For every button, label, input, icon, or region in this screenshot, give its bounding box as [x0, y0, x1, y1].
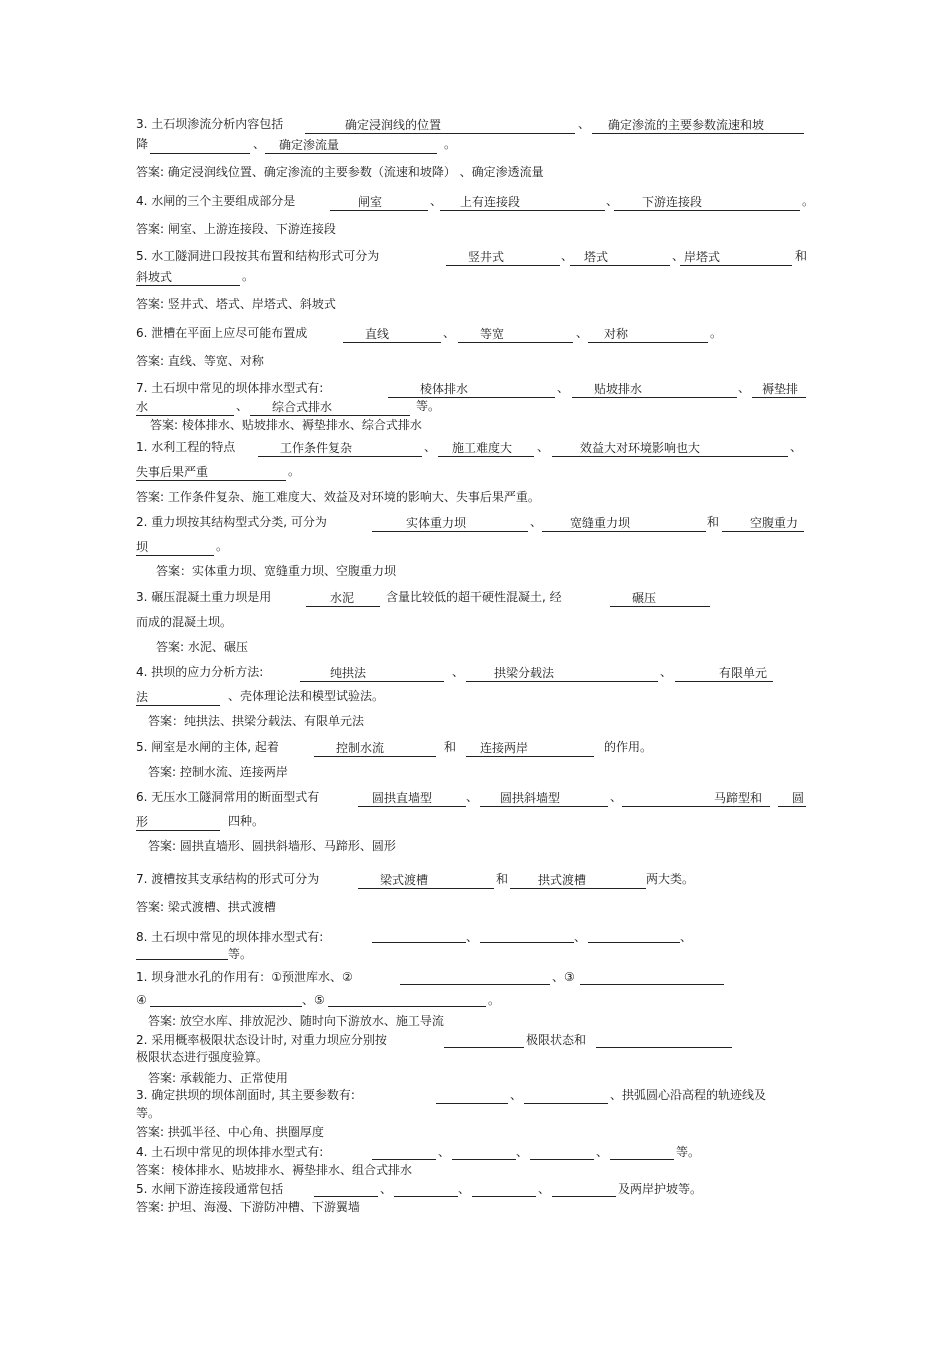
answer-blank: [596, 1032, 732, 1048]
answer-blank: [358, 873, 494, 889]
answer-blank: [306, 591, 380, 607]
answer-blank: [150, 138, 250, 154]
question-text: 5. 闸室是水闸的主体, 起着: [136, 740, 279, 754]
answer-blank: [588, 927, 680, 943]
question-text: 等。: [228, 947, 253, 961]
answer-blank: [250, 400, 410, 416]
blank-answer: 空腹重力: [750, 516, 799, 530]
question-text: 等。: [136, 1106, 161, 1120]
answer-blank: [580, 969, 724, 985]
answer-blank: [610, 1144, 674, 1160]
answer-line: 答案: 水泥、碾压: [156, 640, 248, 654]
answer-blank: [675, 666, 773, 682]
separator: 、: [578, 117, 591, 131]
blank-answer: 竖井式: [468, 250, 505, 264]
blank-answer: 确定渗流量: [279, 138, 340, 152]
answer-line: 答案: 承载能力、正常使用: [148, 1071, 288, 1085]
blank-answer: 闸室: [358, 195, 383, 209]
answer-blank: [466, 666, 658, 682]
separator: 和: [707, 515, 720, 529]
answer-blank: [300, 666, 444, 682]
answer-blank: [438, 441, 534, 457]
separator: 、: [236, 399, 249, 413]
answer-blank: [480, 791, 608, 807]
answer-blank: [136, 815, 220, 831]
answer-blank: [592, 118, 804, 134]
answer-line: 答案: 闸室、上游连接段、下游连接段: [136, 222, 336, 236]
answer-line: 答案: 竖井式、塔式、岸塔式、斜坡式: [136, 297, 336, 311]
question-text: 2. 采用概率极限状态设计时, 对重力坝应分别按: [136, 1033, 387, 1047]
blank-answer: 圆: [792, 791, 805, 805]
question-text: 等。: [676, 1145, 701, 1159]
answer-blank: [343, 327, 441, 343]
separator: 、③: [552, 970, 575, 984]
answer-blank: [136, 400, 234, 416]
answer-blank: [510, 873, 646, 889]
question-text: 极限状态进行强度验算。: [136, 1050, 269, 1064]
answer-blank: [328, 991, 486, 1007]
question-text: 、壳体理论法和模型试验法。: [228, 689, 385, 703]
question-text: 而成的混凝土坝。: [136, 615, 233, 629]
separator: 、: [430, 194, 443, 208]
answer-blank: [136, 540, 214, 556]
blank-answer: 圆拱斜墙型: [500, 791, 561, 805]
answer-blank: [372, 1144, 436, 1160]
answer-line: 答案: 棱体排水、贴坡排水、褥垫排水、综合式排水: [150, 418, 422, 432]
separator: 、: [516, 1145, 529, 1159]
question-text: 6. 无压水工隧洞常用的断面型式有: [136, 790, 320, 804]
question-text: 4. 水闸的三个主要组成部分是: [136, 194, 296, 208]
question-text: 及两岸护坡等。: [618, 1182, 703, 1196]
separator: 、: [738, 381, 751, 395]
question-text: 5. 水闸下游连接段通常包括: [136, 1182, 284, 1196]
answer-blank: [588, 327, 708, 343]
question-text: 降: [136, 137, 149, 151]
separator: 、: [424, 440, 437, 454]
blank-answer: 形: [136, 815, 149, 829]
separator: 、: [466, 790, 479, 804]
blank-answer: 综合式排水: [272, 400, 333, 414]
blank-answer: 下游连接段: [642, 195, 703, 209]
answer-blank: [680, 250, 792, 266]
question-text: 4. 土石坝中常见的坝体排水型式有:: [136, 1145, 324, 1159]
blank-answer: 塔式: [584, 250, 609, 264]
blank-answer: 失事后果严重: [136, 465, 209, 479]
answer-line: 答案：棱体排水、贴坡排水、褥垫排水、组合式排水: [136, 1163, 413, 1177]
question-text: 7. 土石坝中常见的坝体排水型式有:: [136, 381, 324, 395]
answer-line: 答案: 圆拱直墙形、圆拱斜墙形、马蹄形、圆形: [148, 839, 396, 853]
answer-line: 答案: 控制水流、连接两岸: [148, 765, 288, 779]
answer-blank: [570, 250, 670, 266]
answer-blank: [358, 791, 466, 807]
blank-answer: 水泥: [330, 591, 355, 605]
answer-line: 答案：实体重力坝、宽缝重力坝、空腹重力坝: [156, 564, 397, 578]
blank-answer: 纯拱法: [330, 666, 367, 680]
separator: 和: [496, 872, 509, 886]
answer-blank: [136, 690, 220, 706]
separator: 、: [672, 249, 685, 263]
separator: 、: [538, 1182, 551, 1196]
separator: 、: [680, 930, 693, 944]
answer-blank: [150, 991, 302, 1007]
answer-blank: [778, 791, 806, 807]
blank-answer: 贴坡排水: [594, 382, 643, 396]
separator: 、: [557, 381, 570, 395]
blank-answer: 马蹄型和: [714, 791, 763, 805]
separator: 和: [444, 740, 457, 754]
question-text: ④: [136, 993, 147, 1007]
question-text: 、拱弧圆心沿高程的轨迹线及: [610, 1088, 767, 1102]
answer-blank: [258, 441, 422, 457]
answer-blank: [388, 382, 555, 398]
blank-answer: 施工难度大: [452, 441, 513, 455]
answer-blank: [136, 270, 240, 286]
blank-answer: 梁式渡槽: [380, 873, 429, 887]
answer-line: 答案: 拱弧半径、中心角、拱圈厚度: [136, 1125, 324, 1139]
question-text: 7. 渡槽按其支承结构的形式可分为: [136, 872, 320, 886]
blank-answer: 连接两岸: [480, 741, 529, 755]
answer-blank: [265, 138, 437, 154]
separator: 、: [790, 440, 803, 454]
answer-line: 答案: 工作条件复杂、施工难度大、效益及对环境的影响大、失事后果严重。: [136, 490, 540, 504]
blank-answer: 控制水流: [336, 741, 385, 755]
answer-blank: [614, 195, 800, 211]
answer-line: 答案: 直线、等宽、对称: [136, 354, 264, 368]
question-text: 四种。: [228, 814, 265, 828]
blank-answer: 岸塔式: [684, 250, 721, 264]
blank-answer: 法: [136, 690, 149, 704]
separator: 、⑤: [302, 993, 325, 1007]
answer-blank: [530, 1144, 594, 1160]
separator: 。: [444, 137, 457, 151]
answer-blank: [314, 1181, 378, 1197]
answer-blank: [466, 741, 594, 757]
answer-line: 答案: 确定浸润线位置、确定渗流的主要参数（流速和坡降） 、确定渗透流量: [136, 165, 544, 179]
answer-blank: [314, 741, 436, 757]
blank-answer: 实体重力坝: [406, 516, 467, 530]
blank-answer: 水: [136, 400, 149, 414]
separator: 、: [606, 194, 619, 208]
answer-blank: [372, 516, 528, 532]
separator: 等。: [416, 399, 441, 413]
separator: 。: [488, 993, 501, 1007]
question-text: 4. 拱坝的应力分析方法:: [136, 665, 264, 679]
separator: 、: [530, 515, 543, 529]
answer-blank: [472, 1181, 536, 1197]
answer-blank: [752, 382, 806, 398]
blank-answer: 效益大对环境影响也大: [580, 441, 701, 455]
blank-answer: 确定浸润线的位置: [345, 118, 442, 132]
answer-blank: [552, 441, 788, 457]
answer-blank: [446, 250, 560, 266]
separator: 、: [596, 1145, 609, 1159]
separator: 、: [466, 930, 479, 944]
question-text: 3. 确定拱坝的坝体剖面时, 其主要参数有:: [136, 1088, 355, 1102]
answer-blank: [394, 1181, 458, 1197]
blank-answer: 碾压: [632, 591, 657, 605]
answer-blank: [622, 791, 770, 807]
question-text: 5. 水工隧洞进口段按其布置和结构形式可分为: [136, 249, 380, 263]
separator: 。: [802, 194, 815, 208]
answer-blank: [436, 1088, 508, 1104]
question-text: 1. 坝身泄水孔的作用有：①预泄库水、②: [136, 970, 353, 984]
answer-blank: [480, 927, 574, 943]
separator: 、: [438, 1145, 451, 1159]
answer-blank: [542, 516, 706, 532]
answer-line: 答案：纯拱法、拱梁分载法、有限单元法: [148, 714, 365, 728]
blank-answer: 直线: [365, 327, 390, 341]
separator: 、: [443, 326, 456, 340]
answer-blank: [136, 944, 228, 960]
separator: 、: [458, 1182, 471, 1196]
blank-answer: 对称: [604, 327, 629, 341]
separator: 、: [537, 440, 550, 454]
answer-line: 答案: 放空水库、排放泥沙、随时向下游放水、施工导流: [148, 1014, 444, 1028]
separator: 、: [561, 249, 574, 263]
blank-answer: 等宽: [480, 327, 505, 341]
question-text: 3. 碾压混凝土重力坝是用: [136, 590, 272, 604]
answer-blank: [440, 195, 605, 211]
separator: 。: [710, 326, 723, 340]
blank-answer: 坝: [136, 540, 149, 554]
answer-blank: [136, 465, 286, 481]
separator: 、: [610, 790, 623, 804]
separator: 、: [253, 137, 266, 151]
separator: 和: [795, 249, 808, 263]
separator: 、: [380, 1182, 393, 1196]
answer-blank: [610, 591, 710, 607]
separator: 、: [452, 665, 465, 679]
answer-blank: [444, 1032, 524, 1048]
question-text: 1. 水利工程的特点: [136, 440, 236, 454]
question-text: 8. 土石坝中常见的坝体排水型式有:: [136, 930, 324, 944]
question-text: 3. 土石坝渗流分析内容包括: [136, 117, 284, 131]
blank-answer: 工作条件复杂: [280, 441, 353, 455]
blank-answer: 拱式渡槽: [538, 873, 587, 887]
question-text: 的作用。: [604, 740, 653, 754]
question-text: 6. 泄槽在平面上应尽可能布置成: [136, 326, 308, 340]
question-text: 2. 重力坝按其结构型式分类, 可分为: [136, 515, 327, 529]
answer-blank: [572, 382, 737, 398]
answer-line: 答案: 护坦、海漫、下游防冲槽、下游翼墙: [136, 1200, 360, 1214]
answer-blank: [452, 1144, 516, 1160]
separator: 、: [660, 665, 673, 679]
blank-answer: 拱梁分载法: [494, 666, 555, 680]
answer-line: 答案: 梁式渡槽、拱式渡槽: [136, 900, 276, 914]
answer-blank: [722, 516, 804, 532]
blank-answer: 宽缝重力坝: [570, 516, 631, 530]
question-text: 含量比较低的超干硬性混凝土, 经: [386, 590, 562, 604]
answer-blank: [400, 969, 550, 985]
blank-answer: 褥垫排: [762, 382, 799, 396]
answer-blank: [305, 118, 575, 134]
blank-answer: 有限单元: [719, 666, 768, 680]
answer-blank: [524, 1088, 608, 1104]
separator: 。: [288, 464, 301, 478]
answer-blank: [330, 195, 428, 211]
separator: 。: [216, 539, 229, 553]
question-text: 两大类。: [646, 872, 695, 886]
answer-blank: [458, 327, 573, 343]
separator: 、: [510, 1088, 523, 1102]
blank-answer: 上有连接段: [460, 195, 521, 209]
blank-answer: 棱体排水: [420, 382, 469, 396]
separator: 。: [242, 269, 255, 283]
separator: 、: [574, 930, 587, 944]
blank-answer: 斜坡式: [136, 270, 173, 284]
blank-answer: 圆拱直墙型: [372, 791, 433, 805]
separator: 、: [576, 326, 589, 340]
question-text: 极限状态和: [526, 1033, 587, 1047]
answer-blank: [552, 1181, 616, 1197]
blank-answer: 确定渗流的主要参数流速和坡: [608, 118, 765, 132]
answer-blank: [372, 927, 466, 943]
